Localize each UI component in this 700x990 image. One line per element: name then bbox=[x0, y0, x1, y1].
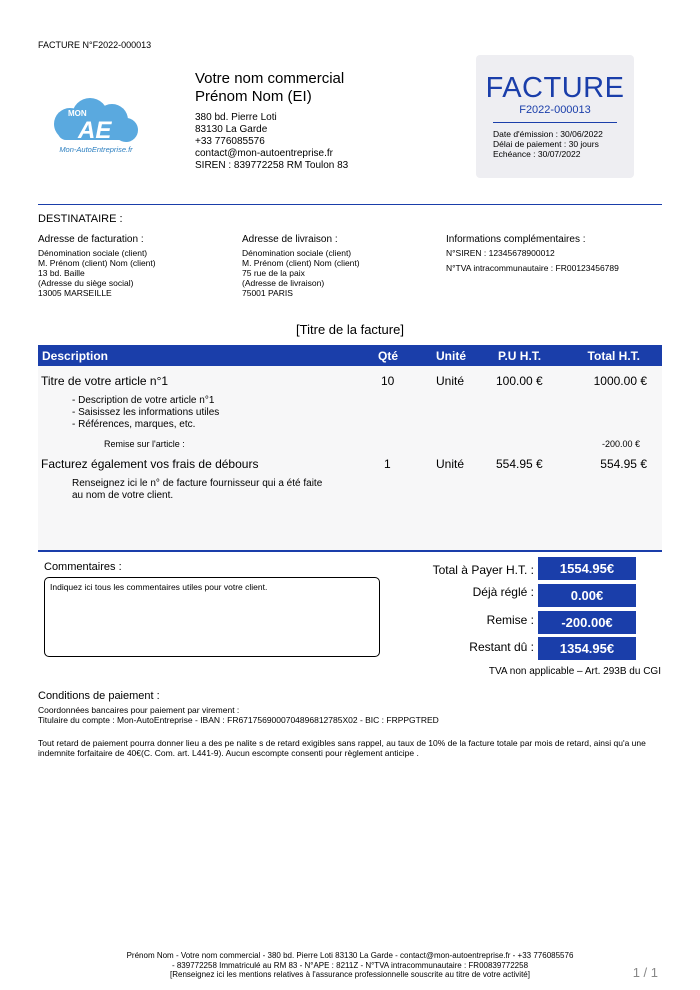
company-siren: SIREN : 839772258 RM Toulon 83 bbox=[195, 160, 349, 171]
item-detail-line: Renseignez ici le n° de facture fournisseur qui a été faite bbox=[72, 478, 323, 489]
items-table-header bbox=[38, 345, 662, 366]
footer-line: Prénom Nom - Votre nom commercial - 380 bd. Pierre Loti 83130 La Garde - contact@mon-autoentreprise.fr - +33 776085576 bbox=[126, 951, 574, 960]
shipping-address bbox=[242, 234, 360, 298]
shipping-line: Dénomination sociale (client) bbox=[242, 248, 352, 258]
bank-details-heading: Coordonnées bancaires pour paiement par virement : bbox=[38, 705, 240, 715]
billing-line: 13005 MARSEILLE bbox=[38, 288, 112, 298]
logo-caption: Mon-AutoEntreprise.fr bbox=[59, 145, 133, 154]
page-footer bbox=[0, 951, 700, 980]
item-unit-price: 554.95 € bbox=[496, 457, 543, 471]
additional-info-heading: Informations complémentaires : bbox=[446, 234, 586, 245]
item-qty: 10 bbox=[381, 374, 395, 388]
item-total: 554.95 € bbox=[600, 457, 647, 471]
company-block bbox=[195, 70, 348, 172]
shipping-line: 75001 PARIS bbox=[242, 288, 293, 298]
document-reference: FACTURE N°F2022-000013 bbox=[38, 40, 152, 50]
item-total: 1000.00 € bbox=[593, 374, 647, 388]
issue-date: Date d'émission : 30/06/2022 bbox=[493, 129, 603, 139]
logo-mon-text: MON bbox=[68, 109, 87, 118]
comments-placeholder: Indiquez ici tous les commentaires utiles pour votre client. bbox=[50, 582, 268, 592]
bank-details: Titulaire du compte : Mon-AutoEntreprise - IBAN : FR6717569000704896812785X02 - BIC : FRPPGTRED bbox=[38, 715, 439, 725]
shipping-heading: Adresse de livraison : bbox=[242, 234, 338, 245]
comments-box[interactable] bbox=[44, 577, 380, 657]
remaining-due-label: Restant dû : bbox=[469, 640, 534, 654]
billing-line: 13 bd. Baille bbox=[38, 268, 85, 278]
billing-address bbox=[38, 234, 156, 298]
total-ht-label: Total à Payer H.T. : bbox=[432, 563, 534, 577]
company-city: 83130 La Garde bbox=[195, 124, 268, 135]
invoice-title: FACTURE bbox=[485, 72, 625, 104]
logo-letters: AE bbox=[78, 117, 112, 144]
invoice-heading: [Titre de la facture] bbox=[296, 322, 404, 337]
billing-line: Dénomination sociale (client) bbox=[38, 248, 148, 258]
invoice-number: F2022-000013 bbox=[519, 104, 591, 116]
footer-line: - 839772258 Immatriculé au RM 83 - N°APE : 8211Z - N°TVA intracommunautaire : FR00839772258 bbox=[171, 960, 529, 970]
payment-conditions bbox=[38, 705, 439, 725]
payment-conditions-title: Conditions de paiement : bbox=[38, 690, 160, 702]
item-title: Titre de votre article n°1 bbox=[41, 374, 169, 388]
item-details bbox=[72, 395, 219, 431]
vat-note: TVA non applicable – Art. 293B du CGI bbox=[488, 666, 661, 677]
client-vat: N°TVA intracommunautaire : FR00123456789 bbox=[446, 263, 619, 273]
total-ht-value: 1554.95€ bbox=[538, 557, 636, 580]
item-discount-label: Remise sur l'article : bbox=[104, 439, 185, 449]
billing-heading: Adresse de facturation : bbox=[38, 234, 144, 245]
invoice-divider bbox=[493, 122, 617, 123]
comments-label: Commentaires : bbox=[44, 561, 122, 573]
additional-info bbox=[446, 234, 619, 278]
item-detail-line: - Description de votre article n°1 bbox=[72, 395, 215, 406]
shipping-line: M. Prénom (client) Nom (client) bbox=[242, 258, 360, 268]
payment-delay: Délai de paiement : 30 jours bbox=[493, 139, 599, 149]
col-description: Description bbox=[42, 349, 109, 363]
shipping-line: 75 rue de la paix bbox=[242, 268, 305, 278]
col-unit: Unité bbox=[436, 349, 466, 363]
invoice-info-box bbox=[476, 55, 634, 178]
discount-label: Remise : bbox=[486, 613, 534, 627]
already-paid-label: Déjà réglé : bbox=[472, 585, 534, 599]
company-owner: Prénom Nom (EI) bbox=[195, 88, 312, 105]
late-payment-note: Tout retard de paiement pourra donner lieu a des pe nalite s de retard exigibles sans rappel, au taux de 10% de la facture totale par mois de retard, ainsi qu'a une indemnite forfaitaire de 40€(C. Com. art. L441-9). Aucun escompte consenti pour règlement anticipe . bbox=[38, 738, 646, 758]
col-unit-price: P.U H.T. bbox=[498, 349, 542, 363]
item-qty: 1 bbox=[384, 457, 391, 471]
company-address: 380 bd. Pierre Loti bbox=[195, 112, 277, 123]
item-title: Facturez également vos frais de débours bbox=[41, 457, 259, 471]
due-date: Echéance : 30/07/2022 bbox=[493, 149, 581, 159]
recipient-title: DESTINATAIRE : bbox=[38, 213, 123, 225]
table-bottom-rule bbox=[38, 550, 662, 552]
footer-line: [Renseignez ici les mentions relatives à l'assurance professionnelle souscrite au titre de votre activité] bbox=[170, 970, 530, 979]
company-logo bbox=[48, 96, 144, 156]
item-discount-value: -200.00 € bbox=[601, 439, 640, 449]
already-paid-value: 0.00€ bbox=[538, 584, 636, 607]
company-phone: +33 776085576 bbox=[195, 136, 265, 147]
items-table-body bbox=[38, 366, 662, 550]
item-detail-line: au nom de votre client. bbox=[72, 490, 174, 501]
billing-line: M. Prénom (client) Nom (client) bbox=[38, 258, 156, 268]
company-email: contact@mon-autoentreprise.fr bbox=[195, 148, 333, 159]
item-detail-line: - Saisissez les informations utiles bbox=[72, 407, 220, 418]
header-separator bbox=[38, 204, 662, 205]
item-unit-price: 100.00 € bbox=[496, 374, 543, 388]
item-unit: Unité bbox=[436, 457, 465, 471]
company-name: Votre nom commercial bbox=[195, 70, 345, 87]
page-number: 1 / 1 bbox=[632, 965, 658, 980]
item-unit: Unité bbox=[436, 374, 465, 388]
item-detail-line: - Références, marques, etc. bbox=[72, 419, 196, 430]
remaining-due-value: 1354.95€ bbox=[538, 637, 636, 660]
shipping-line: (Adresse de livraison) bbox=[242, 278, 325, 288]
client-siren: N°SIREN : 12345678900012 bbox=[446, 248, 555, 258]
col-total: Total H.T. bbox=[587, 349, 640, 363]
col-qty: Qté bbox=[378, 349, 399, 363]
discount-value: -200.00€ bbox=[538, 611, 636, 634]
billing-line: (Adresse du siège social) bbox=[38, 278, 134, 288]
item-details bbox=[72, 478, 322, 502]
